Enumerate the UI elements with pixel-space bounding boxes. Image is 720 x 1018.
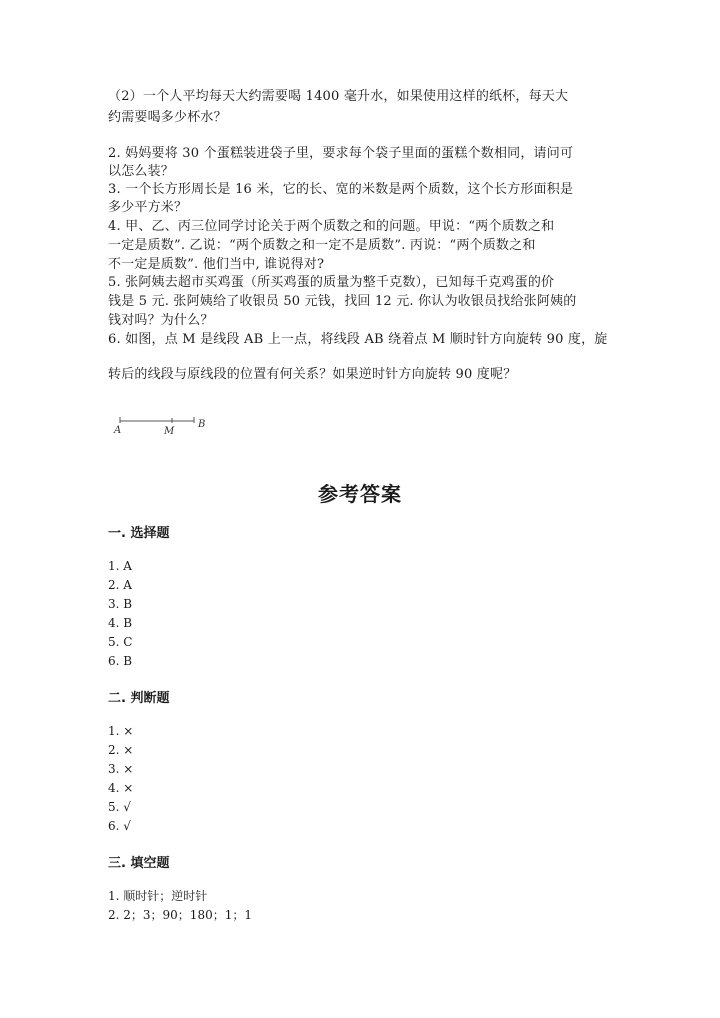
answer-item: 4. × (108, 781, 134, 795)
question-line: 约需要喝多少杯水？ (108, 110, 227, 125)
segment-figure (108, 412, 218, 438)
answer-item: 5. C (108, 635, 133, 649)
answer-item: 6. B (108, 654, 133, 668)
answer-item: 3. × (108, 762, 134, 776)
question-line: 3. 一个长方形周长是 16 米，它的长、宽的米数是两个质数，这个长方形面积是 (108, 182, 574, 197)
answer-item: 2. 2；3；90；180；1；1 (108, 908, 252, 922)
section-heading-judge: 二. 判断题 (108, 691, 170, 706)
question-line: 以怎么装？ (108, 164, 175, 179)
answer-title: 参考答案 (318, 482, 402, 506)
question-line: （2）一个人平均每天大约需要喝 1400 毫升水，如果使用这样的纸杯，每天大 (108, 89, 569, 104)
question-line: 不一定是质数”. 他们当中, 谁说得对? (108, 257, 325, 272)
answer-item: 1. × (108, 724, 134, 738)
answer-item: 5. √ (108, 800, 131, 814)
question-line: 5. 张阿姨去超市买鸡蛋（所买鸡蛋的质量为整千克数），已知每千克鸡蛋的价 (108, 275, 555, 290)
section-heading-fill: 三. 填空题 (108, 856, 170, 871)
question-line: 钱是 5 元. 张阿姨给了收银员 50 元钱，找回 12 元. 你认为收银员找给张阿姨的 (108, 294, 577, 309)
question-line: 2. 妈妈要将 30 个蛋糕装进袋子里，要求每个袋子里面的蛋糕个数相同，请问可 (108, 146, 574, 161)
answer-item: 2. A (108, 578, 132, 592)
question-line: 钱对吗？为什么？ (108, 313, 214, 328)
label-m: M (164, 426, 175, 437)
answer-item: 1. A (108, 559, 132, 573)
question-line: 转后的线段与原线段的位置有何关系？如果逆时针方向旋转 90 度呢？ (108, 367, 517, 382)
answer-item: 2. × (108, 743, 134, 757)
section-heading-choice: 一. 选择题 (108, 526, 170, 541)
question-line: 多少平方米？ (108, 200, 188, 215)
answer-item: 4. B (108, 616, 133, 630)
question-line: 一定是质数”. 乙说：“两个质数之和一定不是质数”. 丙说：“两个质数之和 (108, 238, 536, 253)
label-b: B (198, 419, 206, 430)
answer-item: 6. √ (108, 819, 131, 833)
answer-item: 1. 顺时针；逆时针 (108, 889, 208, 903)
question-line: 6. 如图，点 M 是线段 AB 上一点，将线段 AB 绕着点 M 顺时针方向旋转 90 度，旋 (108, 332, 608, 347)
label-a: A (114, 425, 122, 436)
answer-item: 3. B (108, 597, 133, 611)
question-line: 4. 甲、乙、丙三位同学讨论关于两个质数之和的问题。甲说：“两个质数之和 (108, 219, 555, 234)
